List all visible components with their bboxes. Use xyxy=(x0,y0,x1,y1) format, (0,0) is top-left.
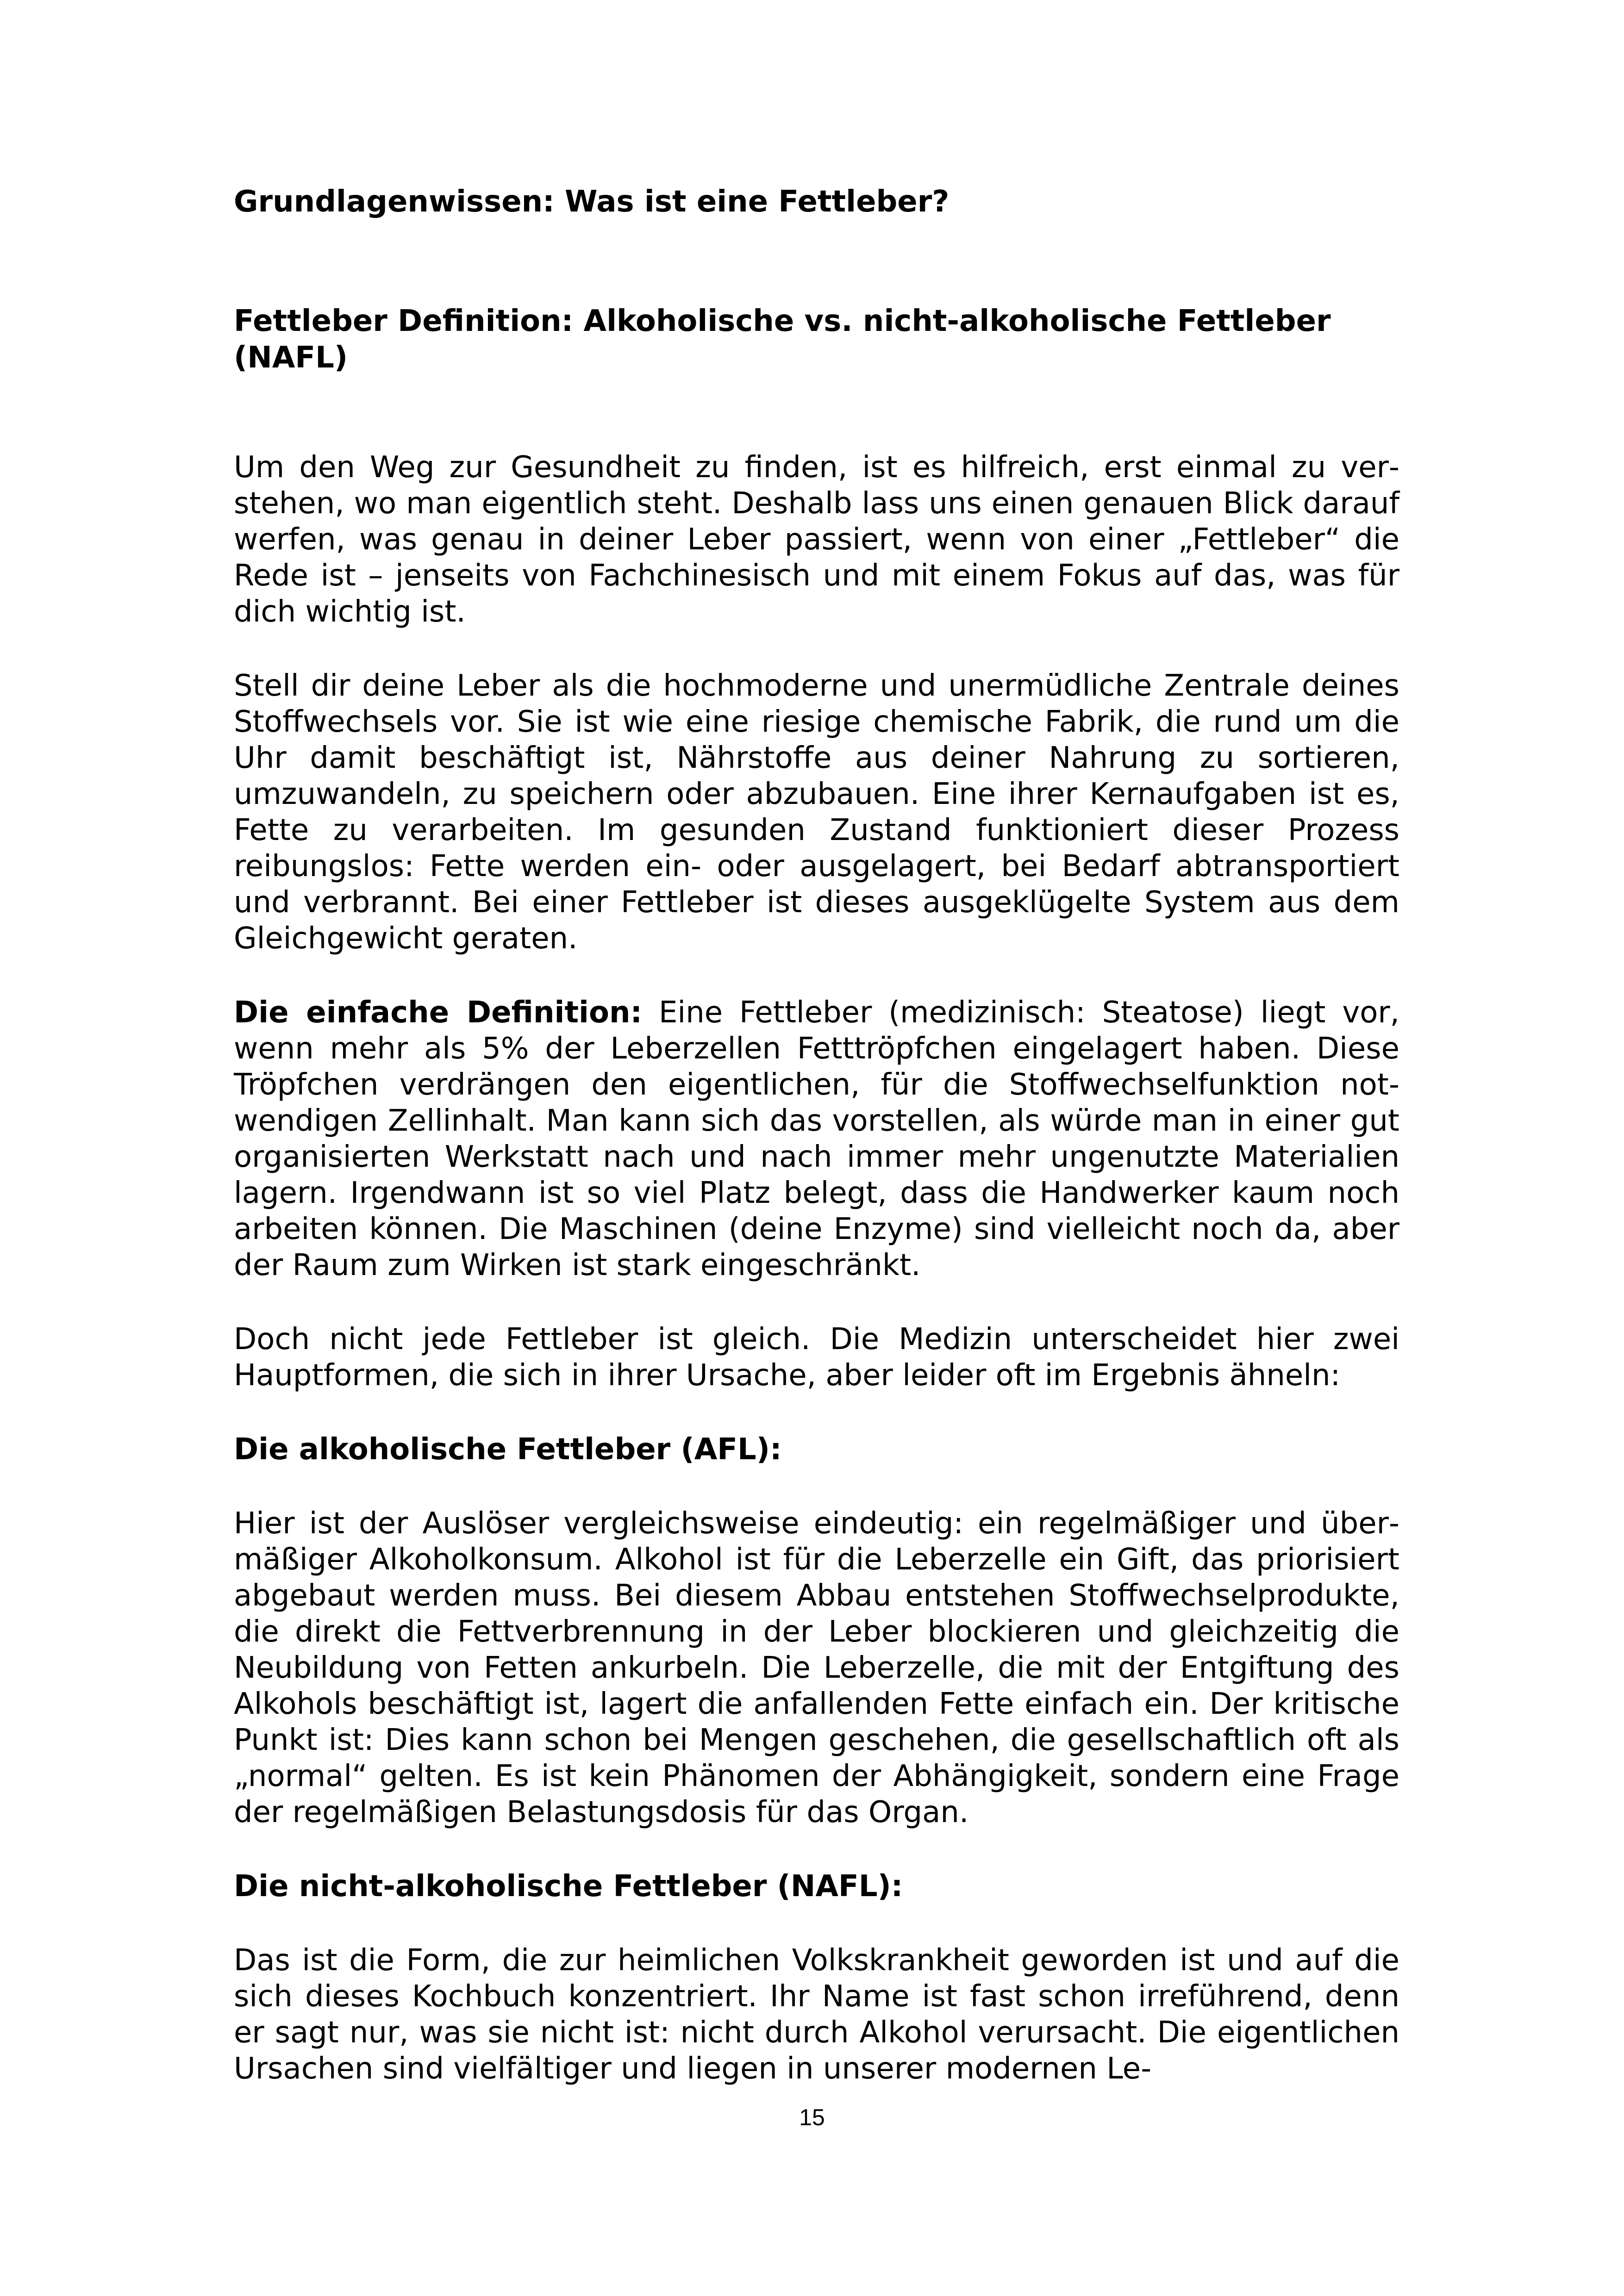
definition-label: Die einfache Definition: xyxy=(234,996,643,1030)
section-heading: Fettleber Definition: Alkoholische vs. nicht-alkoholische Fettleber (NAFL) xyxy=(234,304,1331,375)
paragraph-liver-factory: Stell dir deine Leber als die hochmoderne und unermüdliche Zentrale deines Stoffwechsels vor. Sie ist wie eine riesige chemische Fabrik, die rund um die Uhr damit beschäftigt ist, Nährstoffe aus deiner Nahrung zu sortieren, umzuwandeln, zu speichern oder abzubauen. Eine ihrer Kernaufgaben ist es, Fette zu verarbeiten. Im gesunden Zustand funktioniert dieser Prozess reibungslos: Fette werden ein- oder ausgelagert, bei Bedarf abtransportiert und verbrannt. Bei einer Fettleber ist dieses ausgeklügelte System aus dem Gleichgewicht geraten. xyxy=(234,669,1399,956)
paragraph-two-forms: Doch nicht jede Fettleber ist gleich. Die Medizin unterscheidet hier zwei Hauptformen, die sich in ihrer Ursache, aber leider oft im Ergebnis ähneln: xyxy=(234,1322,1399,1393)
paragraph-definition xyxy=(234,995,1399,1283)
paragraph-afl: Hier ist der Auslöser vergleichsweise eindeutig: ein regelmäßiger und übermäßiger Alkoholkonsum. Alkohol ist für die Leberzelle ein Gift, das priorisiert abgebaut werden muss. Bei diesem Abbau entstehen Stoffwechselprodukte, die direkt die Fettverbrennung in der Leber blockieren und gleichzeitig die Neubildung von Fetten ankurbeln. Die Leberzelle, die mit der Entgiftung des Alkohols beschäftigt ist, lagert die anfallenden Fette einfach ein. Der kritische Punkt ist: Dies kann schon bei Mengen geschehen, die gesellschaftlich oft als „normal“ gelten. Es ist kein Phänomen der Abhängigkeit, sondern eine Frage der regelmäßigen Belastungsdosis für das Organ. xyxy=(234,1506,1399,1829)
page-body xyxy=(234,183,1399,2125)
nafl-heading: Die nicht-alkoholische Fettleber (NAFL): xyxy=(234,1869,903,1904)
paragraph-intro: Um den Weg zur Gesundheit zu finden, ist es hilfreich, erst einmal zu verstehen, wo man eigentlich steht. Deshalb lass uns einen genauen Blick darauf werfen, was genau in deiner Leber passiert, wenn von einer „Fettleber“ die Rede ist – jenseits von Fachchinesisch und mit einem Fokus auf das, was für dich wichtig ist. xyxy=(234,450,1399,629)
paragraph-nafl: Das ist die Form, die zur heimlichen Volkskrankheit geworden ist und auf die sich dieses Kochbuch konzentriert. Ihr Name ist fast schon irreführend, denn er sagt nur, was sie nicht ist: nicht durch Alkohol verursacht. Die eigentlichen Ursachen sind vielfältiger und liegen in unserer modernen Le- xyxy=(234,1943,1399,2086)
definition-text: Eine Fettleber (medizinisch: Steatose) liegt vor, wenn mehr als 5% der Leberzellen Fetttröpfchen eingelagert haben. Diese Tröpfchen verdrängen den eigentlichen, für die Stoffwechselfunktion notwendigen Zellinhalt. Man kann sich das vorstellen, als würde man in einer gut organisierten Werkstatt nach und nach immer mehr ungenutzte Materialien lagern. Irgendwann ist so viel Platz belegt, dass die Handwerker kaum noch arbeiten können. Die Maschinen (deine Enzyme) sind vielleicht noch da, aber der Raum zum Wirken ist stark eingeschränkt. xyxy=(234,996,1399,1282)
chapter-heading: Grundlagenwissen: Was ist eine Fettleber? xyxy=(234,185,949,219)
page-number: 15 xyxy=(799,2104,825,2130)
afl-heading: Die alkoholische Fettleber (AFL): xyxy=(234,1432,782,1467)
